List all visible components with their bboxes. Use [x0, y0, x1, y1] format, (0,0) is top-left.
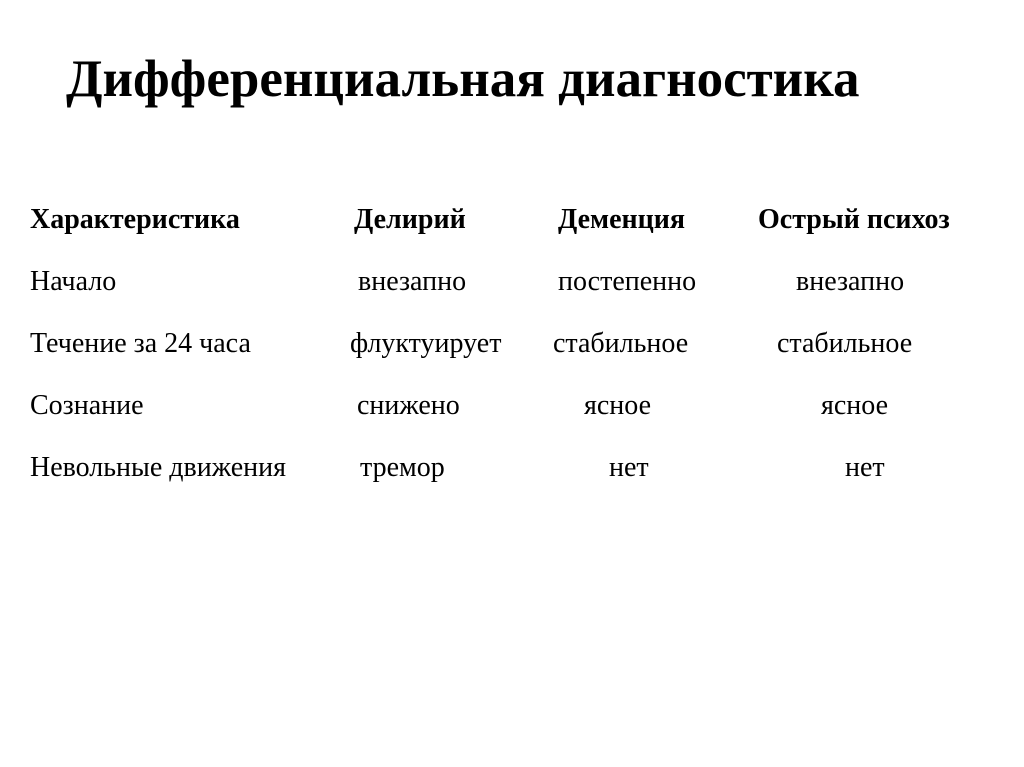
header-delirium: Делирий: [354, 204, 466, 235]
psychosis-value: стабильное: [777, 328, 913, 359]
row-label: Невольные движения: [30, 452, 286, 483]
header-dementia: Деменция: [558, 204, 686, 235]
dementia-value: постепенно: [558, 266, 697, 297]
psychosis-value: внезапно: [796, 266, 905, 297]
slide-title: Дифференциальная диагностика: [66, 50, 860, 108]
row-label: Начало: [30, 266, 117, 297]
psychosis-value: нет: [845, 452, 885, 483]
delirium-value: тремор: [360, 452, 445, 483]
delirium-value: снижено: [357, 390, 460, 421]
header-characteristic: Характеристика: [30, 204, 240, 235]
delirium-value: внезапно: [358, 266, 467, 297]
dementia-value: нет: [609, 452, 649, 483]
delirium-value: флуктуирует: [350, 328, 502, 359]
row-label: Сознание: [30, 390, 144, 421]
psychosis-value: ясное: [821, 390, 889, 421]
dementia-value: ясное: [584, 390, 652, 421]
dementia-value: стабильное: [553, 328, 689, 359]
header-acute-psychosis: Острый психоз: [758, 204, 950, 235]
row-label: Течение за 24 часа: [30, 328, 251, 359]
